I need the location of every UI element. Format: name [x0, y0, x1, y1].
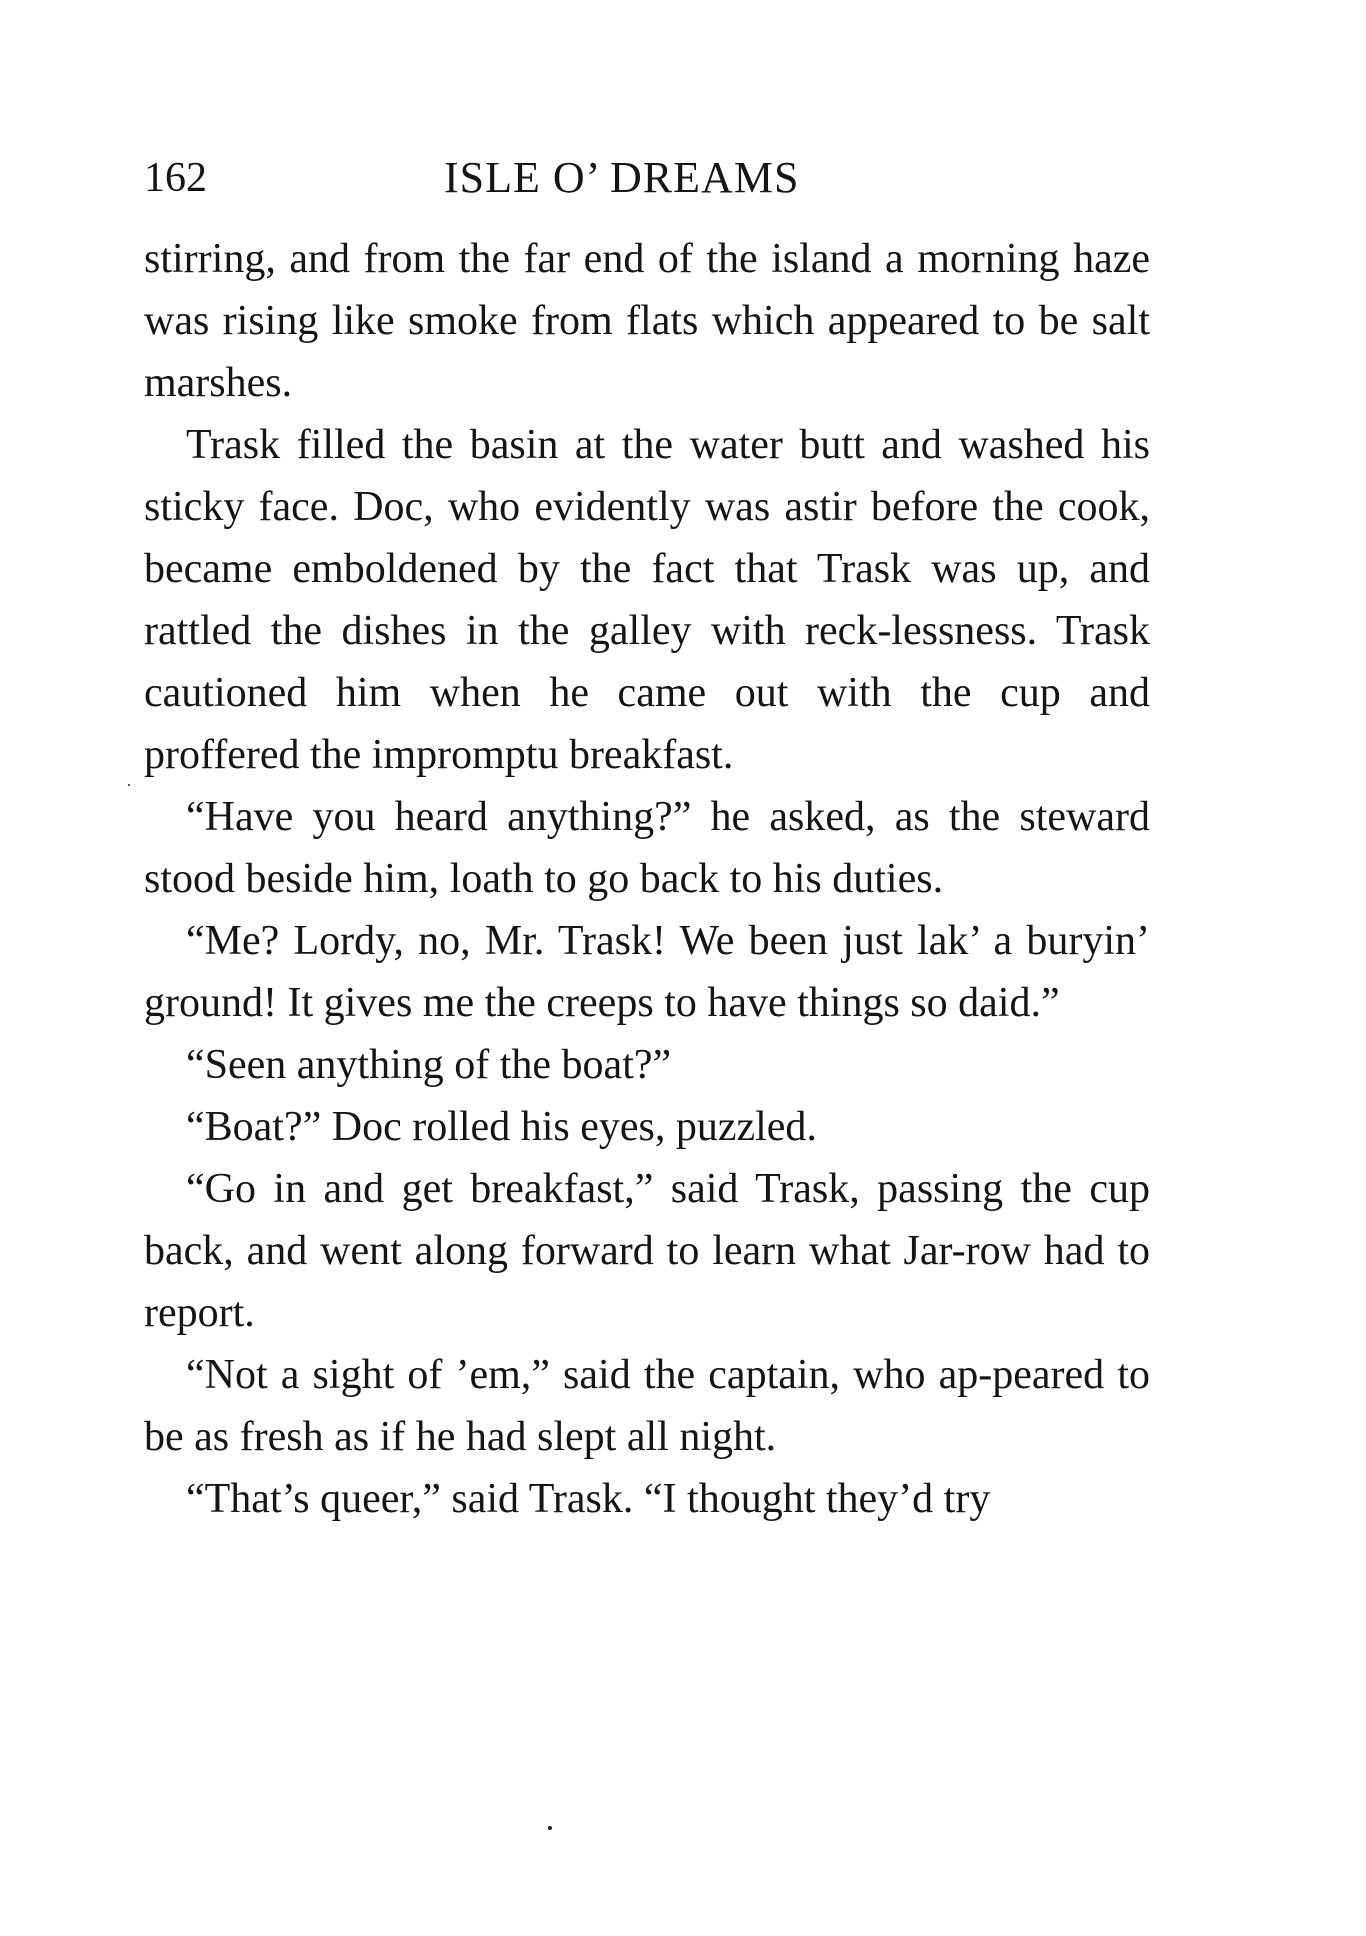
print-speck	[128, 784, 130, 786]
running-head	[144, 150, 1150, 206]
paragraph: “Seen anything of the boat?”	[186, 1042, 672, 1088]
paragraph: stirring, and from the far end of the island a morning haze was rising like smoke from flats which appeared to be salt marshes.	[144, 236, 1150, 406]
paragraph: “Boat?” Doc rolled his eyes, puzzled.	[186, 1104, 817, 1150]
print-speck	[548, 1826, 552, 1830]
page-number: 162	[144, 155, 207, 201]
paragraph: “That’s queer,” said Trask. “I thought they’d try	[186, 1476, 991, 1522]
paragraph: “Me? Lordy, no, Mr. Trask! We been just lak’ a buryin’ ground! It gives me the creeps to have things so daid.”	[144, 918, 1150, 1026]
paragraph: “Go in and get breakfast,” said Trask, passing the cup back, and went along forward to learn what Jar-row had to report.	[144, 1166, 1150, 1336]
body-text	[144, 228, 1150, 1530]
paragraph: Trask filled the basin at the water butt and washed his sticky face. Doc, who evidently was astir before the cook, became emboldened by the fact that Trask was up, and rattled the dishes in the galley with reck-lessness. Trask cautioned him when he came out with the cup and proffered the impromptu breakfast.	[144, 422, 1150, 778]
paragraph: “Have you heard anything?” he asked, as the steward stood beside him, loath to go back to his duties.	[144, 794, 1150, 902]
paragraph: “Not a sight of ’em,” said the captain, who ap-peared to be as fresh as if he had slept all night.	[144, 1352, 1150, 1460]
running-title: ISLE O’ DREAMS	[444, 153, 800, 202]
